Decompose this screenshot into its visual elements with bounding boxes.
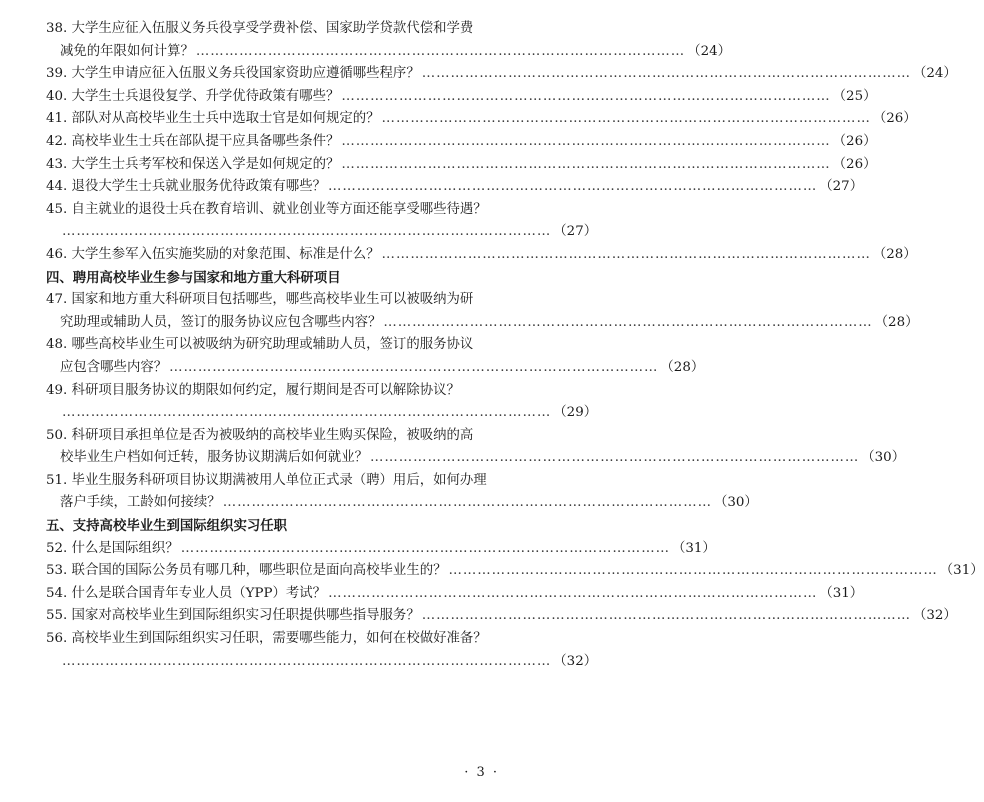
toc-entry[interactable] (46, 560, 984, 583)
dot-leader: ………………………………………………………………………………………… (62, 653, 552, 669)
dot-leader: ………………………………………………………………………………………… (381, 246, 871, 262)
toc-entry[interactable] (46, 18, 732, 63)
toc-line (46, 131, 877, 154)
toc-entry[interactable] (46, 583, 864, 606)
toc-entry[interactable] (46, 470, 758, 515)
entry-page-number: （31） (819, 585, 864, 601)
entry-page-number: （30） (861, 450, 906, 466)
entry-title: 56. 高校毕业生到国际组织实习任职，需要哪些能力，如何在校做好准备？ (46, 631, 487, 647)
entry-title: 应包含哪些内容？ (60, 359, 168, 375)
entry-title: 落户手续，工龄如何接续？ (60, 495, 221, 511)
entry-title: 减免的年限如何计算？ (60, 43, 194, 59)
entry-title: 50. 科研项目承担单位是否为被吸纳的高校毕业生购买保险，被吸纳的高 (46, 427, 474, 443)
toc-line (46, 605, 957, 628)
toc-line (46, 651, 598, 674)
toc-line (46, 63, 957, 86)
entry-page-number: （25） (832, 88, 877, 104)
dot-leader: ………………………………………………………………………………………… (62, 405, 552, 421)
toc-line (46, 199, 508, 222)
entry-title: 52. 什么是国际组织？ (46, 540, 179, 556)
toc-line (46, 402, 598, 425)
toc-entry[interactable] (46, 154, 877, 177)
toc-line (46, 425, 508, 448)
toc-line (46, 176, 864, 199)
entry-page-number: （26） (832, 156, 877, 172)
entry-page-number: （32） (913, 608, 957, 624)
dot-leader: ………………………………………………………………………………………… (369, 450, 860, 466)
entry-title: 54. 什么是联合国青年专业人员（YPP）考试？ (46, 585, 327, 601)
toc-line (46, 538, 716, 561)
entry-title: 53. 联合国的国际公务员有哪几种，哪些职位是面向高校毕业生的？ (46, 563, 447, 579)
toc-line (46, 447, 906, 470)
toc-line (46, 108, 917, 131)
dot-leader: ………………………………………………………………………………………… (327, 179, 818, 195)
toc-line (46, 18, 508, 41)
entry-title: 39. 大学生申请应征入伍服义务兵役国家资助应遵循哪些程序？ (46, 66, 420, 82)
entry-page-number: （27） (553, 224, 598, 240)
dot-leader: ………………………………………………………………………………………… (195, 43, 686, 59)
toc-entry[interactable] (46, 63, 957, 86)
entry-page-number: （28） (660, 359, 705, 375)
toc-entry[interactable] (46, 605, 957, 628)
toc-entry[interactable] (46, 176, 864, 199)
table-of-contents (46, 18, 984, 673)
dot-leader: ………………………………………………………………………………………… (180, 540, 670, 556)
toc-line (46, 312, 919, 335)
entry-title: 47. 国家和地方重大科研项目包括哪些，哪些高校毕业生可以被吸纳为研 (46, 292, 474, 308)
toc-line (46, 470, 508, 493)
entry-title: 究助理或辅助人员，签订的服务协议应包含哪些内容？ (60, 314, 382, 330)
entry-page-number: （26） (832, 133, 877, 149)
entry-page-number: （32） (553, 653, 598, 669)
entry-title: 48. 哪些高校毕业生可以被吸纳为研究助理或辅助人员，签订的服务协议 (46, 337, 474, 353)
entry-title: 42. 高校毕业生士兵在部队提干应具备哪些条件？ (46, 133, 340, 149)
dot-leader: ………………………………………………………………………………………… (341, 88, 831, 104)
entry-page-number: （28） (874, 314, 919, 330)
entry-page-number: （31） (671, 540, 716, 556)
section-heading: 五、支持高校毕业生到国际组织实习任职 (46, 518, 288, 535)
dot-leader: ………………………………………………………………………………………… (421, 66, 911, 82)
toc-line (46, 492, 758, 515)
entry-title: 40. 大学生士兵退役复学、升学优待政策有哪些？ (46, 88, 340, 104)
entry-title: 44. 退役大学生士兵就业服务优待政策有哪些？ (46, 179, 326, 195)
toc-entry[interactable] (46, 199, 598, 244)
dot-leader: ………………………………………………………………………………………… (383, 314, 873, 330)
entry-title: 51. 毕业生服务科研项目协议期满被用人单位正式录（聘）用后，如何办理 (46, 472, 487, 488)
dot-leader: ………………………………………………………………………………………… (328, 585, 818, 601)
toc-entry[interactable] (46, 108, 917, 131)
toc-line (46, 380, 508, 403)
entry-title: 38. 大学生应征入伍服义务兵役享受学费补偿、国家助学贷款代偿和学费 (46, 21, 474, 36)
toc-line (46, 560, 984, 583)
entry-title: 43. 大学生士兵考军校和保送入学是如何规定的？ (46, 156, 340, 172)
toc-line (46, 334, 508, 357)
dot-leader: ………………………………………………………………………………………… (222, 495, 712, 511)
toc-line (46, 221, 598, 244)
entry-title: 45. 自主就业的退役士兵在教育培训、就业创业等方面还能享受哪些待遇？ (46, 201, 487, 217)
entry-page-number: （28） (872, 246, 917, 262)
entry-page-number: （24） (913, 66, 957, 82)
dot-leader: ………………………………………………………………………………………… (341, 156, 831, 172)
dot-leader: ………………………………………………………………………………………… (341, 133, 831, 149)
entry-page-number: （31） (939, 563, 984, 579)
entry-page-number: （27） (819, 179, 864, 195)
entry-page-number: （29） (553, 405, 598, 421)
entry-title: 55. 国家对高校毕业生到国际组织实习任职提供哪些指导服务？ (46, 608, 420, 624)
toc-line (46, 628, 508, 651)
toc-entry[interactable] (46, 244, 917, 267)
toc-line (46, 289, 508, 312)
page-number: · 3 · (464, 765, 499, 780)
toc-entry[interactable] (46, 86, 877, 109)
dot-leader: ………………………………………………………………………………………… (62, 224, 552, 240)
entry-title: 41. 部队对从高校毕业生士兵中选取士官是如何规定的？ (46, 111, 380, 127)
toc-entry[interactable] (46, 380, 598, 425)
dot-leader: ………………………………………………………………………………………… (421, 608, 911, 624)
toc-line (46, 244, 917, 267)
entry-page-number: （26） (872, 111, 917, 127)
entry-page-number: （30） (713, 495, 758, 511)
toc-entry[interactable] (46, 131, 877, 154)
entry-title: 校毕业生户档如何迁转，服务协议期满后如何就业？ (60, 450, 368, 466)
dot-leader: ………………………………………………………………………………………… (381, 111, 871, 127)
section-heading: 四、聘用高校毕业生参与国家和地方重大科研项目 (46, 269, 341, 286)
entry-page-number: （24） (687, 43, 732, 59)
toc-entry[interactable] (46, 334, 705, 379)
toc-entry[interactable] (46, 538, 716, 561)
toc-line (46, 86, 877, 109)
toc-line (46, 154, 877, 177)
toc-line (46, 583, 864, 606)
toc-line (46, 357, 705, 380)
toc-line (46, 41, 732, 64)
dot-leader: ………………………………………………………………………………………… (169, 359, 659, 375)
dot-leader: ………………………………………………………………………………………… (448, 563, 938, 579)
entry-title: 49. 科研项目服务协议的期限如何约定，履行期间是否可以解除协议？ (46, 382, 460, 398)
toc-entry[interactable] (46, 289, 919, 334)
toc-entry[interactable] (46, 425, 906, 470)
entry-title: 46. 大学生参军入伍实施奖励的对象范围、标准是什么？ (46, 246, 380, 262)
toc-entry[interactable] (46, 628, 598, 673)
